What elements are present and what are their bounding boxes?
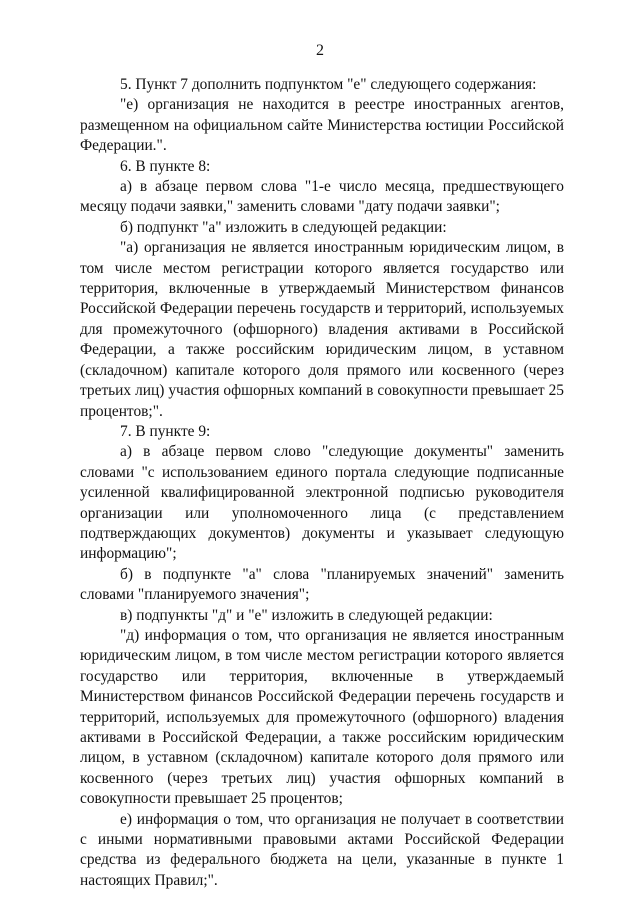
paragraph-item-7-intro: 7. В пункте 9: [120,422,211,440]
paragraph-item-7-v-d-text: "д) информация о том, что организация не является иностранным юридическим лицом, в том числе местом регистрации которого является государство или территория, включенные в утверждаемый Министерством финансов Российской Федерации перечень государств и территорий, используемых для промежуточного (офшорного) владения активами в Российской Федерации, а также российским юридическим лицом, в уставном (складочном) капитале которого доля прямого или косвенного (через третьих лиц) участия офшорных компаний в совокупности превышает 25 процентов; [80,626,564,808]
paragraph-item-7-b: б) в подпункте "а" слова "планируемых значений" заменить словами "планируемого значения"; [80,565,564,604]
paragraph-item-7-a: а) в абзаце первом слово "следующие документы" заменить словами "с использованием единого портала следующие подписанные усиленной квалифицированной электронной подписью руководителя организации или уполномоченного лица (с представлением подтверждающих документов) документы и указывает следующую информацию"; [80,443,564,563]
paragraph-item-6-b-text: "а) организация не является иностранным юридическим лицом, в том числе местом регистрации которого является государство или территория, включенные в утверждаемый Министерством финансов Российской Федерации перечень государств и территорий, используемых для промежуточного (офшорного) владения активами в Российской Федерации, а также российским юридическим лицом, в уставном (складочном) капитале которого доля прямого или косвенного (через третьих лиц) участия офшорных компаний в совокупности превышает 25 процентов;". [80,239,564,420]
paragraph-item-5-intro: 5. Пункт 7 дополнить подпунктом "е" следующего содержания: [120,76,537,93]
paragraph-item-6-intro: 6. В пункте 8: [120,157,211,175]
paragraph-item-7-v-e-text: е) информация о том, что организация не получает в соответствии с иными нормативными правовыми актами Российской Федерации средства из федерального бюджета на цели, указанные в пункте 1 настоящих Правил;". [80,810,564,889]
paragraph-item-6-b: б) подпункт "а" изложить в следующей редакции: [120,218,447,236]
paragraph-subitem-e-text: "е) организация не находится в реестре иностранных агентов, размещенном на официальном сайте Министерства юстиции Российской Федерации.". [80,96,564,155]
page-number: 2 [316,42,324,59]
paragraph-item-6-a: а) в абзаце первом слова "1-е число месяца, предшествующего месяцу подачи заявки," заменить словами "дату подачи заявки"; [80,178,564,216]
paragraph-item-7-v: в) подпункты "д" и "е" изложить в следующей редакции: [120,606,493,624]
document-body [80,75,564,891]
